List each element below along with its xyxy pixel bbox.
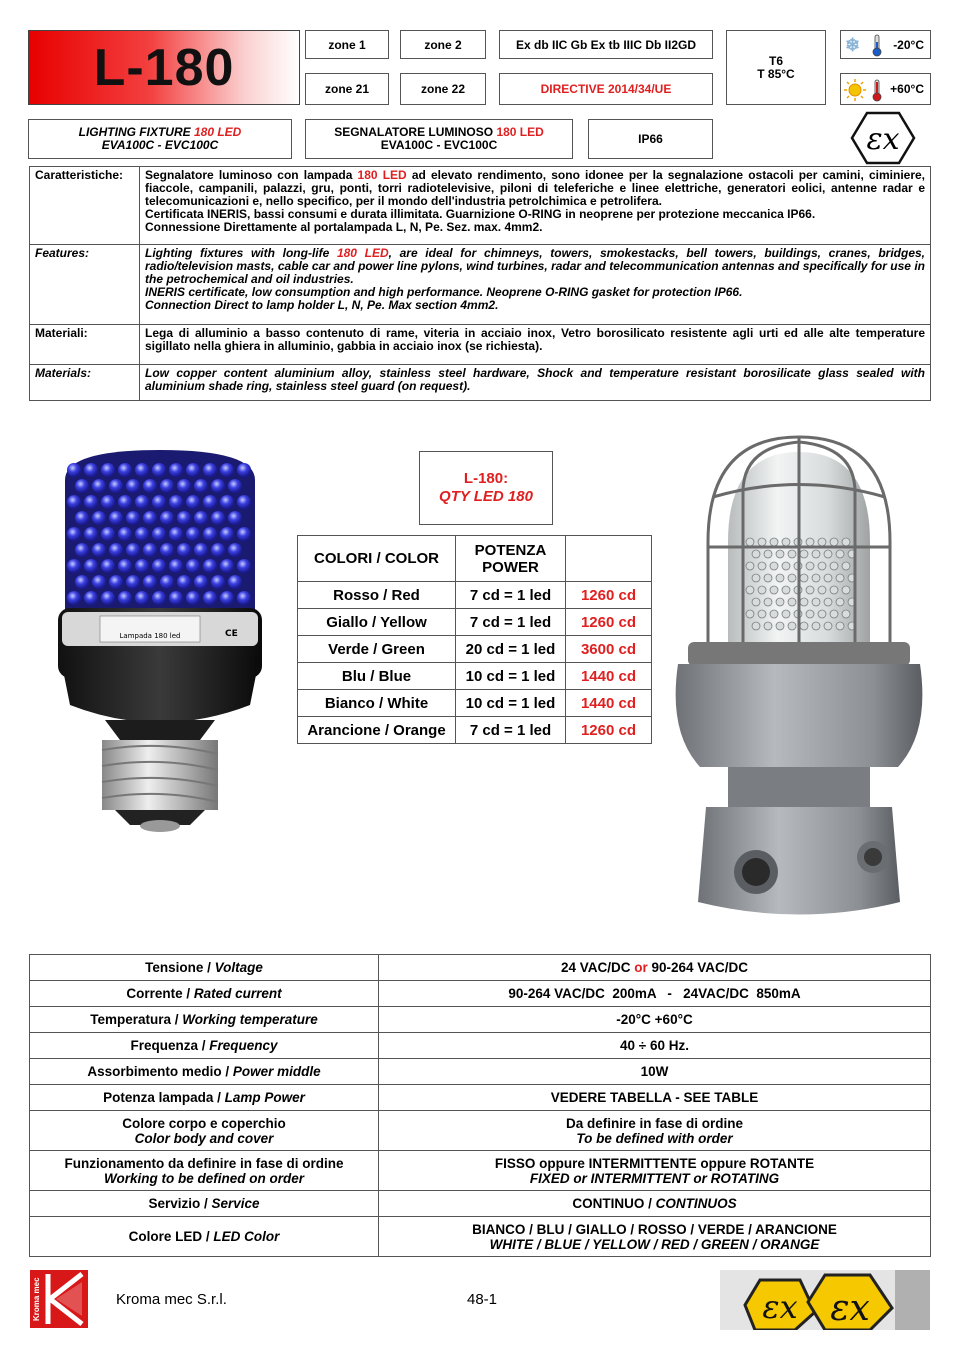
zone-1-label: zone 1: [328, 37, 366, 52]
spec-label-working: Funzionamento da definire in fase di ordine Working to be defined on order: [30, 1151, 379, 1191]
total-header: [566, 536, 652, 582]
led-dot: [67, 495, 81, 509]
led-table-row: [298, 636, 652, 663]
lighting-fixture-box: [28, 119, 292, 159]
led-dot: [84, 559, 98, 573]
atex-warning-signs-image: [720, 1270, 930, 1330]
spec-value-voltage: 24 VAC/DC or 90-264 VAC/DC: [379, 955, 931, 981]
kroma-mec-logo: [30, 1270, 88, 1328]
spec-row-temperature: [30, 1007, 931, 1033]
zone-2-box: [400, 30, 486, 59]
led-power-cell: 7 cd = 1 led: [456, 582, 566, 609]
spec-row-current: [30, 981, 931, 1007]
temp-surface: T 85°C: [757, 66, 795, 81]
led-dot: [237, 495, 251, 509]
led-dot: [109, 543, 123, 557]
spec-row-power: [30, 1059, 931, 1085]
led-dot: [152, 559, 166, 573]
directive: DIRECTIVE 2014/34/UE: [540, 82, 672, 96]
fixture-led-dot: [776, 622, 784, 630]
fixture-led-dot: [764, 598, 772, 606]
led-dot: [203, 495, 217, 509]
fixture-led-dot: [824, 550, 832, 558]
led-dot: [118, 463, 132, 477]
fixture-led-dot: [836, 574, 844, 582]
fixture-led-dot: [812, 598, 820, 606]
fixture-led-dot: [818, 538, 826, 546]
led-dot: [143, 575, 157, 589]
led-dot: [152, 463, 166, 477]
led-dot: [237, 559, 251, 573]
led-dot: [126, 575, 140, 589]
led-dot: [101, 591, 115, 605]
led-dot: [177, 575, 191, 589]
spec-value-led-color: BIANCO / BLU / GIALLO / ROSSO / VERDE / ARANCIONE WHITE / BLUE / YELLOW / RED / GREEN / ORANGE: [379, 1217, 931, 1257]
spec-value-current: 90-264 VAC/DC 200mA - 24VAC/DC 850mA: [379, 981, 931, 1007]
led-dot: [160, 479, 174, 493]
temp-max-box: [840, 73, 931, 105]
materials-text: Low copper content aluminium alloy, stainless steel hardware, Shock and temperature resistant borosilicate glass sealed with aluminium shade ring, stainless steel guard (on request).: [140, 365, 931, 401]
fixture-led-dot: [800, 622, 808, 630]
materiali-label: Materiali:: [30, 325, 140, 365]
fixture-led-dot: [746, 562, 754, 570]
led-dot: [237, 591, 251, 605]
ip-rating-box: [588, 119, 713, 159]
thermometer-cold-icon: [871, 34, 883, 57]
ex-marking: Ex db IIC Gb Ex tb IIIC Db II2GD: [515, 37, 697, 52]
led-dot: [169, 591, 183, 605]
materiali-text: Lega di alluminio a basso contenuto di rame, viteria in acciaio inox, Vetro borosilicato resistente agli urti ed alle alte temperature sigillato nella ghiera in alluminio, gabbia in acciaio inox (se richiesta).: [140, 325, 931, 365]
lamp-sticker-text: Lampada 180 led: [119, 632, 181, 640]
led-dot: [169, 527, 183, 541]
spec-value-lamp-power: VEDERE TABELLA - SEE TABLE: [379, 1085, 931, 1111]
led-dot: [67, 527, 81, 541]
fixture-led-dot: [776, 574, 784, 582]
qty-led: QTY LED 180: [439, 488, 533, 505]
led-dot: [169, 495, 183, 509]
led-dot: [84, 463, 98, 477]
led-color-cell: Bianco / White: [298, 690, 456, 717]
fixture-led-dot: [836, 598, 844, 606]
led-color-cell: Giallo / Yellow: [298, 609, 456, 636]
fixture-led-dot: [776, 598, 784, 606]
led-dot: [152, 495, 166, 509]
spec-row-body-color: [30, 1111, 931, 1151]
spec-label-voltage: Tensione / Voltage: [30, 955, 379, 981]
fixture-led-dot: [818, 586, 826, 594]
features-text: Lighting fixtures with long-life 180 LED, are ideal for chimneys, towers, smokestacks, bell towers, buildings, cranes, bridges, radio/television masts, cable car and power line pylons, wind turbines, radar and telecommunication antennas and specifically for use in the petrochemical and oil industries. INERIS certificate, low consumption and high performance. Neoprene O-RING gasket for protection IP66. Connection Direct to lamp holder L, N, Pe. Max section 4mm2.: [140, 245, 931, 325]
fixture-led-dot: [752, 550, 760, 558]
led-total-cell: 1260 cd: [566, 582, 652, 609]
fixture-led-dot: [830, 562, 838, 570]
fixture-led-dot: [758, 586, 766, 594]
fixture-led-dot: [806, 538, 814, 546]
segnalatore-models: EVA100C - EVC100C: [380, 138, 498, 152]
led-color-cell: Verde / Green: [298, 636, 456, 663]
fixture-led-dot: [752, 574, 760, 582]
fixture-led-dot: [770, 586, 778, 594]
led-dot: [67, 463, 81, 477]
fixture-led-dot: [788, 622, 796, 630]
led-dot: [101, 495, 115, 509]
led-dot: [220, 591, 234, 605]
led-table-row: [298, 663, 652, 690]
led-power-cell: 7 cd = 1 led: [456, 717, 566, 744]
led-dot: [118, 527, 132, 541]
led-dot: [84, 591, 98, 605]
led-dot: [228, 543, 242, 557]
led-power-cell: 7 cd = 1 led: [456, 609, 566, 636]
power-header: POTENZA POWER: [456, 536, 566, 582]
fixture-led-dot: [842, 562, 850, 570]
led-dot: [220, 559, 234, 573]
led-dot: [211, 511, 225, 525]
fixture-led-dot: [830, 610, 838, 618]
temp-class-box: [726, 30, 826, 105]
spec-label-service: Servizio / Service: [30, 1191, 379, 1217]
led-dot: [228, 575, 242, 589]
led-dot: [118, 559, 132, 573]
fixture-led-dot: [830, 538, 838, 546]
fixture-led-dot: [752, 622, 760, 630]
led-dot: [84, 495, 98, 509]
spec-label-led-color: Colore LED / LED Color: [30, 1217, 379, 1257]
led-dot: [203, 463, 217, 477]
led-dot: [135, 527, 149, 541]
fixture-led-dot: [758, 562, 766, 570]
led-power-cell: 10 cd = 1 led: [456, 690, 566, 717]
led-dot: [135, 463, 149, 477]
k-logo-icon: [44, 1272, 86, 1326]
led-dot: [186, 463, 200, 477]
fixture-led-dot: [824, 622, 832, 630]
fixture-led-dot: [800, 598, 808, 606]
led-dot: [194, 543, 208, 557]
led-power-cell: 20 cd = 1 led: [456, 636, 566, 663]
led-dot: [220, 527, 234, 541]
materials-row: [30, 365, 931, 401]
fixture-led-dot: [782, 538, 790, 546]
svg-text:εx: εx: [830, 1288, 870, 1329]
led-color-cell: Rosso / Red: [298, 582, 456, 609]
spec-value-body-color: Da definire in fase di ordine To be defined with order: [379, 1111, 931, 1151]
led-dot: [194, 479, 208, 493]
fixture-led-dot: [746, 586, 754, 594]
led-table-header: [298, 536, 652, 582]
led-color-table: [297, 535, 652, 744]
lighting-fixture-title: LIGHTING FIXTURE 180 LED: [78, 125, 242, 139]
spec-label-body-color: Colore corpo e coperchio Color body and cover: [30, 1111, 379, 1151]
led-dot: [160, 575, 174, 589]
fixture-led-dot: [830, 586, 838, 594]
led-total-cell: 1440 cd: [566, 663, 652, 690]
fixture-led-dot: [764, 622, 772, 630]
fixture-led-dot: [812, 574, 820, 582]
zone-22-box: [400, 73, 486, 105]
led-total-cell: 1440 cd: [566, 690, 652, 717]
segnalatore-title: SEGNALATORE LUMINOSO 180 LED: [334, 125, 544, 139]
led-dot: [67, 559, 81, 573]
fixture-led-dot: [788, 574, 796, 582]
led-dot: [160, 511, 174, 525]
company-name: Kroma mec S.r.l.: [116, 1291, 227, 1308]
led-dot: [186, 527, 200, 541]
spec-value-working: FISSO oppure INTERMITTENTE oppure ROTANTE FIXED or INTERMITTENT or ROTATING: [379, 1151, 931, 1191]
ce-mark: CE: [225, 629, 238, 639]
led-dot: [135, 559, 149, 573]
led-dot: [169, 463, 183, 477]
features-label: Features:: [30, 245, 140, 325]
fixture-led-dot: [812, 622, 820, 630]
fixture-led-dot: [746, 538, 754, 546]
led-dot: [152, 591, 166, 605]
led-dot: [237, 527, 251, 541]
fixture-led-dot: [806, 562, 814, 570]
fixture-led-dot: [764, 574, 772, 582]
fixture-led-dot: [842, 538, 850, 546]
materials-label: Materials:: [30, 365, 140, 401]
led-dot: [220, 495, 234, 509]
zone-22-label: zone 22: [420, 82, 465, 96]
fixture-led-dot: [824, 574, 832, 582]
led-dot: [194, 575, 208, 589]
led-dot: [143, 511, 157, 525]
spec-value-service: CONTINUO / CONTINUOS: [379, 1191, 931, 1217]
svg-text:εx: εx: [866, 122, 900, 157]
spec-table: [29, 954, 931, 1257]
materiali-row: [30, 325, 931, 365]
zone-2-label: zone 2: [424, 37, 462, 52]
ip-rating: IP66: [638, 132, 663, 146]
fixture-led-dot: [818, 562, 826, 570]
spec-value-temperature: -20°C +60°C: [379, 1007, 931, 1033]
temp-class: T6: [768, 53, 783, 68]
fixture-led-dot: [806, 586, 814, 594]
fixture-led-dot: [746, 610, 754, 618]
led-dot: [186, 495, 200, 509]
zone-1-box: [305, 30, 389, 59]
led-dot: [143, 479, 157, 493]
spec-label-temperature: Temperatura / Working temperature: [30, 1007, 379, 1033]
led-dot: [169, 559, 183, 573]
fixture-led-dot: [758, 610, 766, 618]
led-dot: [67, 591, 81, 605]
explosion-proof-fixture-image: [668, 432, 930, 937]
fixture-led-dot: [764, 550, 772, 558]
fixture-led-dot: [818, 610, 826, 618]
led-dot: [126, 511, 140, 525]
spec-value-power: 10W: [379, 1059, 931, 1085]
led-dot: [109, 511, 123, 525]
led-dot: [92, 511, 106, 525]
temp-min: -20°C: [893, 37, 924, 52]
led-color-cell: Arancione / Orange: [298, 717, 456, 744]
fixture-led-dot: [842, 610, 850, 618]
spec-label-power: Assorbimento medio / Power middle: [30, 1059, 379, 1085]
led-dot: [177, 543, 191, 557]
description-table: [29, 166, 931, 401]
led-dot: [203, 591, 217, 605]
segnalatore-box: [305, 119, 573, 159]
features-row: [30, 245, 931, 325]
fixture-led-dot: [752, 598, 760, 606]
lighting-fixture-models: EVA100C - EVC100C: [101, 138, 219, 152]
led-dot: [143, 543, 157, 557]
led-total-cell: 3600 cd: [566, 636, 652, 663]
spec-row-lamp-power: [30, 1085, 931, 1111]
spec-row-led-color: [30, 1217, 931, 1257]
led-dot: [237, 463, 251, 477]
qty-model: L-180:: [463, 470, 509, 487]
led-dot: [177, 479, 191, 493]
fixture-led-dot: [824, 598, 832, 606]
led-power-cell: 10 cd = 1 led: [456, 663, 566, 690]
led-dot: [92, 575, 106, 589]
led-dot: [126, 543, 140, 557]
led-dot: [118, 591, 132, 605]
spec-label-frequency: Frequenza / Frequency: [30, 1033, 379, 1059]
led-dot: [228, 479, 242, 493]
led-dot: [92, 479, 106, 493]
led-dot: [135, 495, 149, 509]
fixture-led-dot: [788, 598, 796, 606]
model-title: L-180: [93, 38, 235, 97]
led-dot: [109, 575, 123, 589]
led-table-row: [298, 609, 652, 636]
led-dot: [101, 559, 115, 573]
caratteristiche-text: Segnalatore luminoso con lampada 180 LED ad elevato rendimento, sono idonee per la segnalazione ostacoli per camini, ciminiere, fiaccole, campanili, palazzi, gru, ponti, torri radiotelevisive, piloni di teleferiche e linee elettriche, generatori eolici, antenne radar e telecomunicazioni e, nello specifico, per il mondo dell'industria petrolchimica e petrolifera. Certificata INERIS, bassi consumi e durata illimitata. Guarnizione O-RING in neoprene per protezione meccanica IP66. Connessione Direttamente al portalampada L, N, Pe. Sez. max. 4mm2.: [140, 167, 931, 245]
led-dot: [228, 511, 242, 525]
fixture-led-dot: [782, 610, 790, 618]
sun-icon: [844, 79, 866, 101]
led-dot: [101, 527, 115, 541]
led-dot: [220, 463, 234, 477]
fixture-led-dot: [842, 586, 850, 594]
fixture-led-dot: [770, 538, 778, 546]
led-dot: [203, 527, 217, 541]
led-lamp-image: [40, 440, 280, 840]
led-dot: [84, 527, 98, 541]
spec-value-frequency: 40 ÷ 60 Hz.: [379, 1033, 931, 1059]
fixture-led-dot: [776, 550, 784, 558]
led-dot: [118, 495, 132, 509]
led-dot: [126, 479, 140, 493]
spec-row-service: [30, 1191, 931, 1217]
directive-box: [499, 73, 713, 105]
led-dot: [101, 463, 115, 477]
led-dot: [92, 543, 106, 557]
fixture-led-dot: [788, 550, 796, 558]
led-dot: [160, 543, 174, 557]
fixture-led-dot: [836, 550, 844, 558]
led-dot: [211, 575, 225, 589]
color-header: COLORI / COLOR: [298, 536, 456, 582]
led-color-cell: Blu / Blue: [298, 663, 456, 690]
led-total-cell: 1260 cd: [566, 609, 652, 636]
temp-min-box: [840, 30, 931, 59]
led-dot: [109, 479, 123, 493]
svg-text:εx: εx: [762, 1288, 798, 1326]
fixture-led-dot: [800, 574, 808, 582]
fixture-led-dot: [758, 538, 766, 546]
fixture-led-dot: [836, 622, 844, 630]
led-dot: [211, 479, 225, 493]
led-dot: [75, 543, 89, 557]
led-total-cell: 1260 cd: [566, 717, 652, 744]
ex-marking-box: [499, 30, 713, 59]
zone-21-box: [305, 73, 389, 105]
fixture-led-dot: [812, 550, 820, 558]
fixture-led-dot: [770, 610, 778, 618]
atex-ex-logo-icon: [850, 110, 916, 166]
spec-row-working: [30, 1151, 931, 1191]
fixture-led-dot: [770, 562, 778, 570]
page-number: 48-1: [467, 1291, 498, 1308]
spec-row-voltage: [30, 955, 931, 981]
led-dot: [75, 479, 89, 493]
fixture-led-dot: [782, 586, 790, 594]
led-table-row: [298, 717, 652, 744]
led-table-row: [298, 690, 652, 717]
led-dot: [177, 511, 191, 525]
logo-text: Kroma mec: [32, 1277, 41, 1321]
fixture-led-dot: [806, 610, 814, 618]
led-dot: [135, 591, 149, 605]
fixture-led-dot: [800, 550, 808, 558]
fixture-led-dot: [782, 562, 790, 570]
zone-21-label: zone 21: [324, 82, 369, 96]
led-dot: [186, 559, 200, 573]
snowflake-icon: ❄: [845, 35, 861, 55]
led-dot: [211, 543, 225, 557]
led-dot: [75, 575, 89, 589]
led-dot: [186, 591, 200, 605]
led-dot: [152, 527, 166, 541]
led-dot: [75, 511, 89, 525]
caratteristiche-label: Caratteristiche:: [30, 167, 140, 245]
spec-label-current: Corrente / Rated current: [30, 981, 379, 1007]
thermometer-hot-icon: [871, 79, 883, 102]
spec-row-frequency: [30, 1033, 931, 1059]
led-dot: [194, 511, 208, 525]
led-dot: [203, 559, 217, 573]
led-table-row: [298, 582, 652, 609]
qty-box: [419, 451, 553, 525]
temp-max: +60°C: [890, 82, 924, 96]
model-title-box: [28, 30, 300, 105]
caratteristiche-row: [30, 167, 931, 245]
spec-label-lamp-power: Potenza lampada / Lamp Power: [30, 1085, 379, 1111]
